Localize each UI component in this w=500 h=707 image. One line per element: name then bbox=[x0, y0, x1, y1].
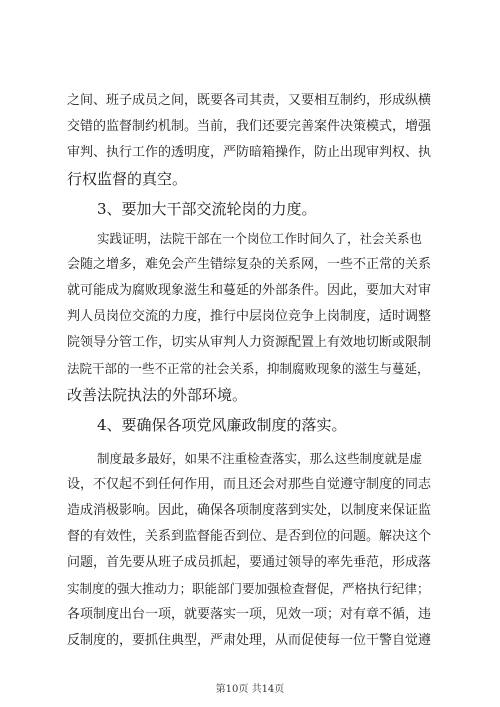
text-line: 问题，首先要从班子成员抓起，要通过领导的率先垂范，形成落 bbox=[67, 555, 432, 570]
text-line: 各项制度出台一项，就要落实一项，见效一项；对有章不循，违 bbox=[67, 607, 432, 622]
text-line: 反制度的，要抓住典型，严肃处理，从而促使每一位干警自觉遵 bbox=[67, 633, 432, 648]
text-line: 实制度的强大推动力；职能部门要加强检查督促，严格执行纪律； bbox=[67, 581, 430, 596]
text-line: 审判、执行工作的透明度，严防暗箱操作，防止出现审判权、执 bbox=[67, 145, 432, 160]
document-body bbox=[67, 88, 433, 654]
page-number-footer: 第10页 共14页 bbox=[215, 684, 285, 695]
section-heading-4: 4、要确保各项党风廉政制度的落实。 bbox=[97, 416, 347, 434]
text-line: 改善法院执法的外部环境。 bbox=[67, 386, 248, 404]
section-heading-3: 3、要加大干部交流轮岗的力度。 bbox=[97, 200, 317, 218]
text-line: 会随之增多，难免会产生错综复杂的关系网，一些不正常的关系 bbox=[67, 257, 432, 272]
paragraph-1 bbox=[67, 88, 433, 192]
text-line: 判人员岗位交流的力度，推行中层岗位竞争上岗制度，适时调整 bbox=[67, 309, 432, 324]
text-line: 设，不仅起不到任何作用，而且还会对那些自觉遵守制度的同志 bbox=[67, 477, 432, 492]
text-line: 法院干部的一些不正常的社会关系，抑制腐败现象的滋生与蔓延， bbox=[67, 361, 430, 376]
paragraph-3 bbox=[67, 446, 433, 654]
text-line: 之间、班子成员之间，既要各司其责，又要相互制约，形成纵横 bbox=[67, 93, 432, 108]
text-line: 造成消极影响。因此，确保各项制度落到实处，以制度来保证监 bbox=[67, 503, 432, 518]
text-line: 行权监督的真空。 bbox=[67, 170, 188, 188]
text-line: 实践证明，法院干部在一个岗位工作时间久了，社会关系也 bbox=[97, 231, 423, 246]
text-line: 交错的监督制约机制。当前，我们还要完善案件决策模式，增强 bbox=[67, 119, 432, 134]
text-line: 督的有效性，关系到监督能否到位、是否到位的问题。解决这个 bbox=[67, 529, 432, 544]
text-line: 就可能成为腐败现象滋生和蔓延的外部条件。因此，要加大对审 bbox=[67, 283, 432, 298]
text-line: 制度最多最好，如果不注重检查落实，那么这些制度就是虚 bbox=[97, 451, 423, 466]
paragraph-2 bbox=[67, 226, 433, 408]
text-line: 院领导分管工作，切实从审判人力资源配置上有效地切断或限制 bbox=[67, 335, 432, 350]
